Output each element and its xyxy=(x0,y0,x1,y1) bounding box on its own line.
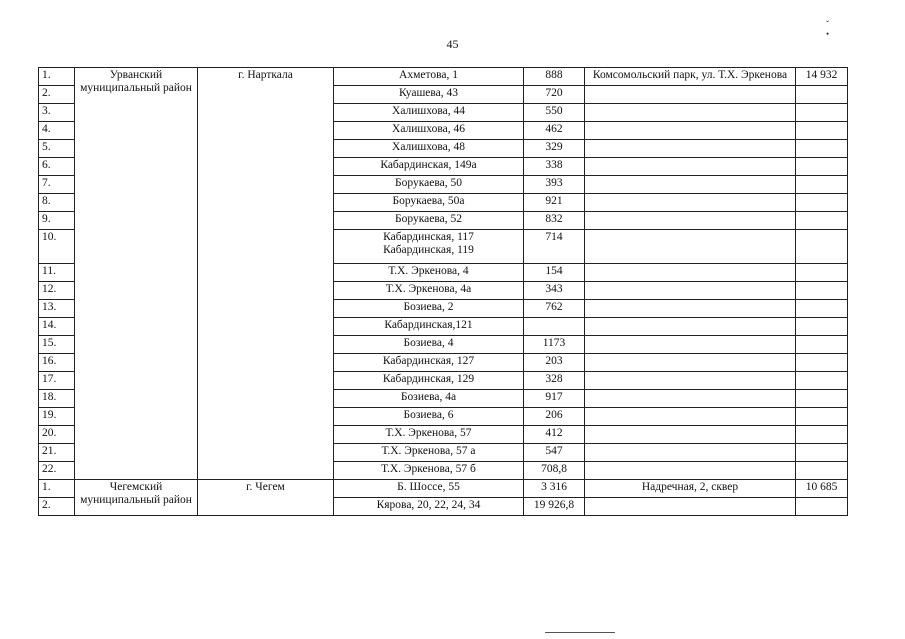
scan-artifact xyxy=(545,632,615,635)
area-value: 714 xyxy=(524,230,585,264)
row-number: 12. xyxy=(39,282,75,300)
row-number: 22. xyxy=(39,462,75,480)
address-cell xyxy=(334,230,524,264)
settlement-name: г. Чегем xyxy=(198,480,334,516)
address-text: Т.Х. Эркенова, 57 а xyxy=(381,445,476,457)
area-value: 154 xyxy=(524,264,585,282)
row-number: 11. xyxy=(39,264,75,282)
area-value: 343 xyxy=(524,282,585,300)
target-location xyxy=(585,264,796,282)
target-location xyxy=(585,462,796,480)
address-text: Бозиева, 2 xyxy=(403,301,454,313)
address-cell xyxy=(334,336,524,354)
row-number: 5. xyxy=(39,140,75,158)
target-area xyxy=(796,300,848,318)
scan-marks: ˇ • xyxy=(826,19,866,39)
target-area xyxy=(796,390,848,408)
target-area xyxy=(796,372,848,390)
area-value: 393 xyxy=(524,176,585,194)
address-cell xyxy=(334,300,524,318)
address-text: Т.Х. Эркенова, 4 xyxy=(388,265,469,277)
row-number: 13. xyxy=(39,300,75,318)
target-area xyxy=(796,158,848,176)
area-value: 412 xyxy=(524,426,585,444)
table-row xyxy=(39,480,848,498)
address-text: Т.Х. Эркенова, 57 xyxy=(385,427,472,439)
row-number: 15. xyxy=(39,336,75,354)
target-location: Надречная, 2, сквер xyxy=(585,480,796,498)
area-value: 329 xyxy=(524,140,585,158)
address-cell xyxy=(334,158,524,176)
area-value: 547 xyxy=(524,444,585,462)
target-area xyxy=(796,282,848,300)
area-value: 462 xyxy=(524,122,585,140)
area-value: 888 xyxy=(524,68,585,86)
row-number: 9. xyxy=(39,212,75,230)
target-location xyxy=(585,176,796,194)
target-location xyxy=(585,354,796,372)
area-value: 1173 xyxy=(524,336,585,354)
target-area xyxy=(796,140,848,158)
target-area xyxy=(796,318,848,336)
page-number: 45 xyxy=(446,37,459,51)
target-area xyxy=(796,86,848,104)
target-location xyxy=(585,426,796,444)
address-text: Кабардинская, 117 xyxy=(383,231,474,243)
target-area xyxy=(796,426,848,444)
address-text: Бозиева, 4а xyxy=(400,391,457,403)
settlement-name: г. Нарткала xyxy=(198,68,334,480)
address-cell xyxy=(334,444,524,462)
target-area: 14 932 xyxy=(796,68,848,86)
address-text: Б. Шоссе, 55 xyxy=(397,481,460,493)
row-number: 17. xyxy=(39,372,75,390)
row-number: 1. xyxy=(39,68,75,86)
address-cell xyxy=(334,140,524,158)
area-value: 203 xyxy=(524,354,585,372)
area-value: 328 xyxy=(524,372,585,390)
address-cell xyxy=(334,212,524,230)
address-text: Борукаева, 52 xyxy=(395,213,462,225)
district-name: Чегемский муниципальный район xyxy=(75,480,198,516)
allocation-table xyxy=(38,67,848,516)
row-number: 2. xyxy=(39,498,75,516)
target-location xyxy=(585,140,796,158)
target-location xyxy=(585,86,796,104)
area-value: 19 926,8 xyxy=(524,498,585,516)
area-value: 708,8 xyxy=(524,462,585,480)
target-location xyxy=(585,104,796,122)
area-value: 206 xyxy=(524,408,585,426)
target-area xyxy=(796,462,848,480)
address-cell xyxy=(334,498,524,516)
address-cell xyxy=(334,426,524,444)
target-location xyxy=(585,498,796,516)
address-text: Кабардинская, 149а xyxy=(380,159,477,171)
address-cell xyxy=(334,194,524,212)
address-cell xyxy=(334,462,524,480)
area-value: 550 xyxy=(524,104,585,122)
target-area xyxy=(796,444,848,462)
district-name: Урванский муниципальный район xyxy=(75,68,198,480)
address-text: Кабардинская, 127 xyxy=(382,355,475,367)
target-area xyxy=(796,408,848,426)
target-location xyxy=(585,336,796,354)
target-area xyxy=(796,122,848,140)
row-number: 16. xyxy=(39,354,75,372)
target-area xyxy=(796,194,848,212)
address-text: Кабардинская, 129 xyxy=(382,373,475,385)
row-number: 14. xyxy=(39,318,75,336)
address-text: Халишхова, 46 xyxy=(392,123,465,135)
row-number: 21. xyxy=(39,444,75,462)
area-value: 921 xyxy=(524,194,585,212)
address-cell xyxy=(334,122,524,140)
address-text: Борукаева, 50 xyxy=(395,177,462,189)
address-text: Кабардинская,121 xyxy=(384,319,473,331)
target-area xyxy=(796,498,848,516)
address-cell xyxy=(334,86,524,104)
row-number: 7. xyxy=(39,176,75,194)
address-cell xyxy=(334,390,524,408)
row-number: 10. xyxy=(39,230,75,264)
address-cell xyxy=(334,104,524,122)
target-area: 10 685 xyxy=(796,480,848,498)
area-value: 832 xyxy=(524,212,585,230)
address-cell xyxy=(334,480,524,498)
target-area xyxy=(796,104,848,122)
address-text: Т.Х. Эркенова, 4а xyxy=(385,283,472,295)
address-cell xyxy=(334,282,524,300)
row-number: 2. xyxy=(39,86,75,104)
address-text: Кабардинская, 119 xyxy=(383,244,474,256)
target-location xyxy=(585,390,796,408)
target-area xyxy=(796,264,848,282)
target-location xyxy=(585,122,796,140)
row-number: 8. xyxy=(39,194,75,212)
target-location xyxy=(585,194,796,212)
address-cell xyxy=(334,408,524,426)
target-location xyxy=(585,212,796,230)
area-value: 338 xyxy=(524,158,585,176)
target-area xyxy=(796,354,848,372)
target-location xyxy=(585,282,796,300)
row-number: 19. xyxy=(39,408,75,426)
target-location xyxy=(585,158,796,176)
row-number: 1. xyxy=(39,480,75,498)
address-cell xyxy=(334,354,524,372)
address-text: Т.Х. Эркенова, 57 б xyxy=(381,463,476,475)
address-cell xyxy=(334,176,524,194)
row-number: 20. xyxy=(39,426,75,444)
row-number: 3. xyxy=(39,104,75,122)
address-text: Борукаева, 50а xyxy=(392,195,465,207)
address-cell xyxy=(334,68,524,86)
target-location xyxy=(585,444,796,462)
address-cell xyxy=(334,372,524,390)
address-text: Бозиева, 4 xyxy=(403,337,454,349)
row-number: 6. xyxy=(39,158,75,176)
address-text: Халишхова, 44 xyxy=(392,105,465,117)
area-value: 720 xyxy=(524,86,585,104)
area-value xyxy=(524,318,585,336)
target-location xyxy=(585,372,796,390)
target-location xyxy=(585,300,796,318)
area-value: 762 xyxy=(524,300,585,318)
area-value: 917 xyxy=(524,390,585,408)
address-text: Ахметова, 1 xyxy=(399,69,458,81)
target-area xyxy=(796,336,848,354)
target-area xyxy=(796,230,848,264)
area-value: 3 316 xyxy=(524,480,585,498)
target-location xyxy=(585,230,796,264)
target-location: Комсомольский парк, ул. Т.Х. Эркенова xyxy=(585,68,796,86)
target-area xyxy=(796,212,848,230)
address-cell xyxy=(334,318,524,336)
row-number: 4. xyxy=(39,122,75,140)
target-location xyxy=(585,408,796,426)
row-number: 18. xyxy=(39,390,75,408)
table-body xyxy=(39,68,848,516)
target-location xyxy=(585,318,796,336)
address-cell xyxy=(334,264,524,282)
table-row xyxy=(39,68,848,86)
address-text: Халишхова, 48 xyxy=(392,141,465,153)
target-area xyxy=(796,176,848,194)
address-text: Бозиева, 6 xyxy=(403,409,454,421)
address-text: Кярова, 20, 22, 24, 34 xyxy=(376,499,481,511)
address-text: Куашева, 43 xyxy=(398,87,459,99)
